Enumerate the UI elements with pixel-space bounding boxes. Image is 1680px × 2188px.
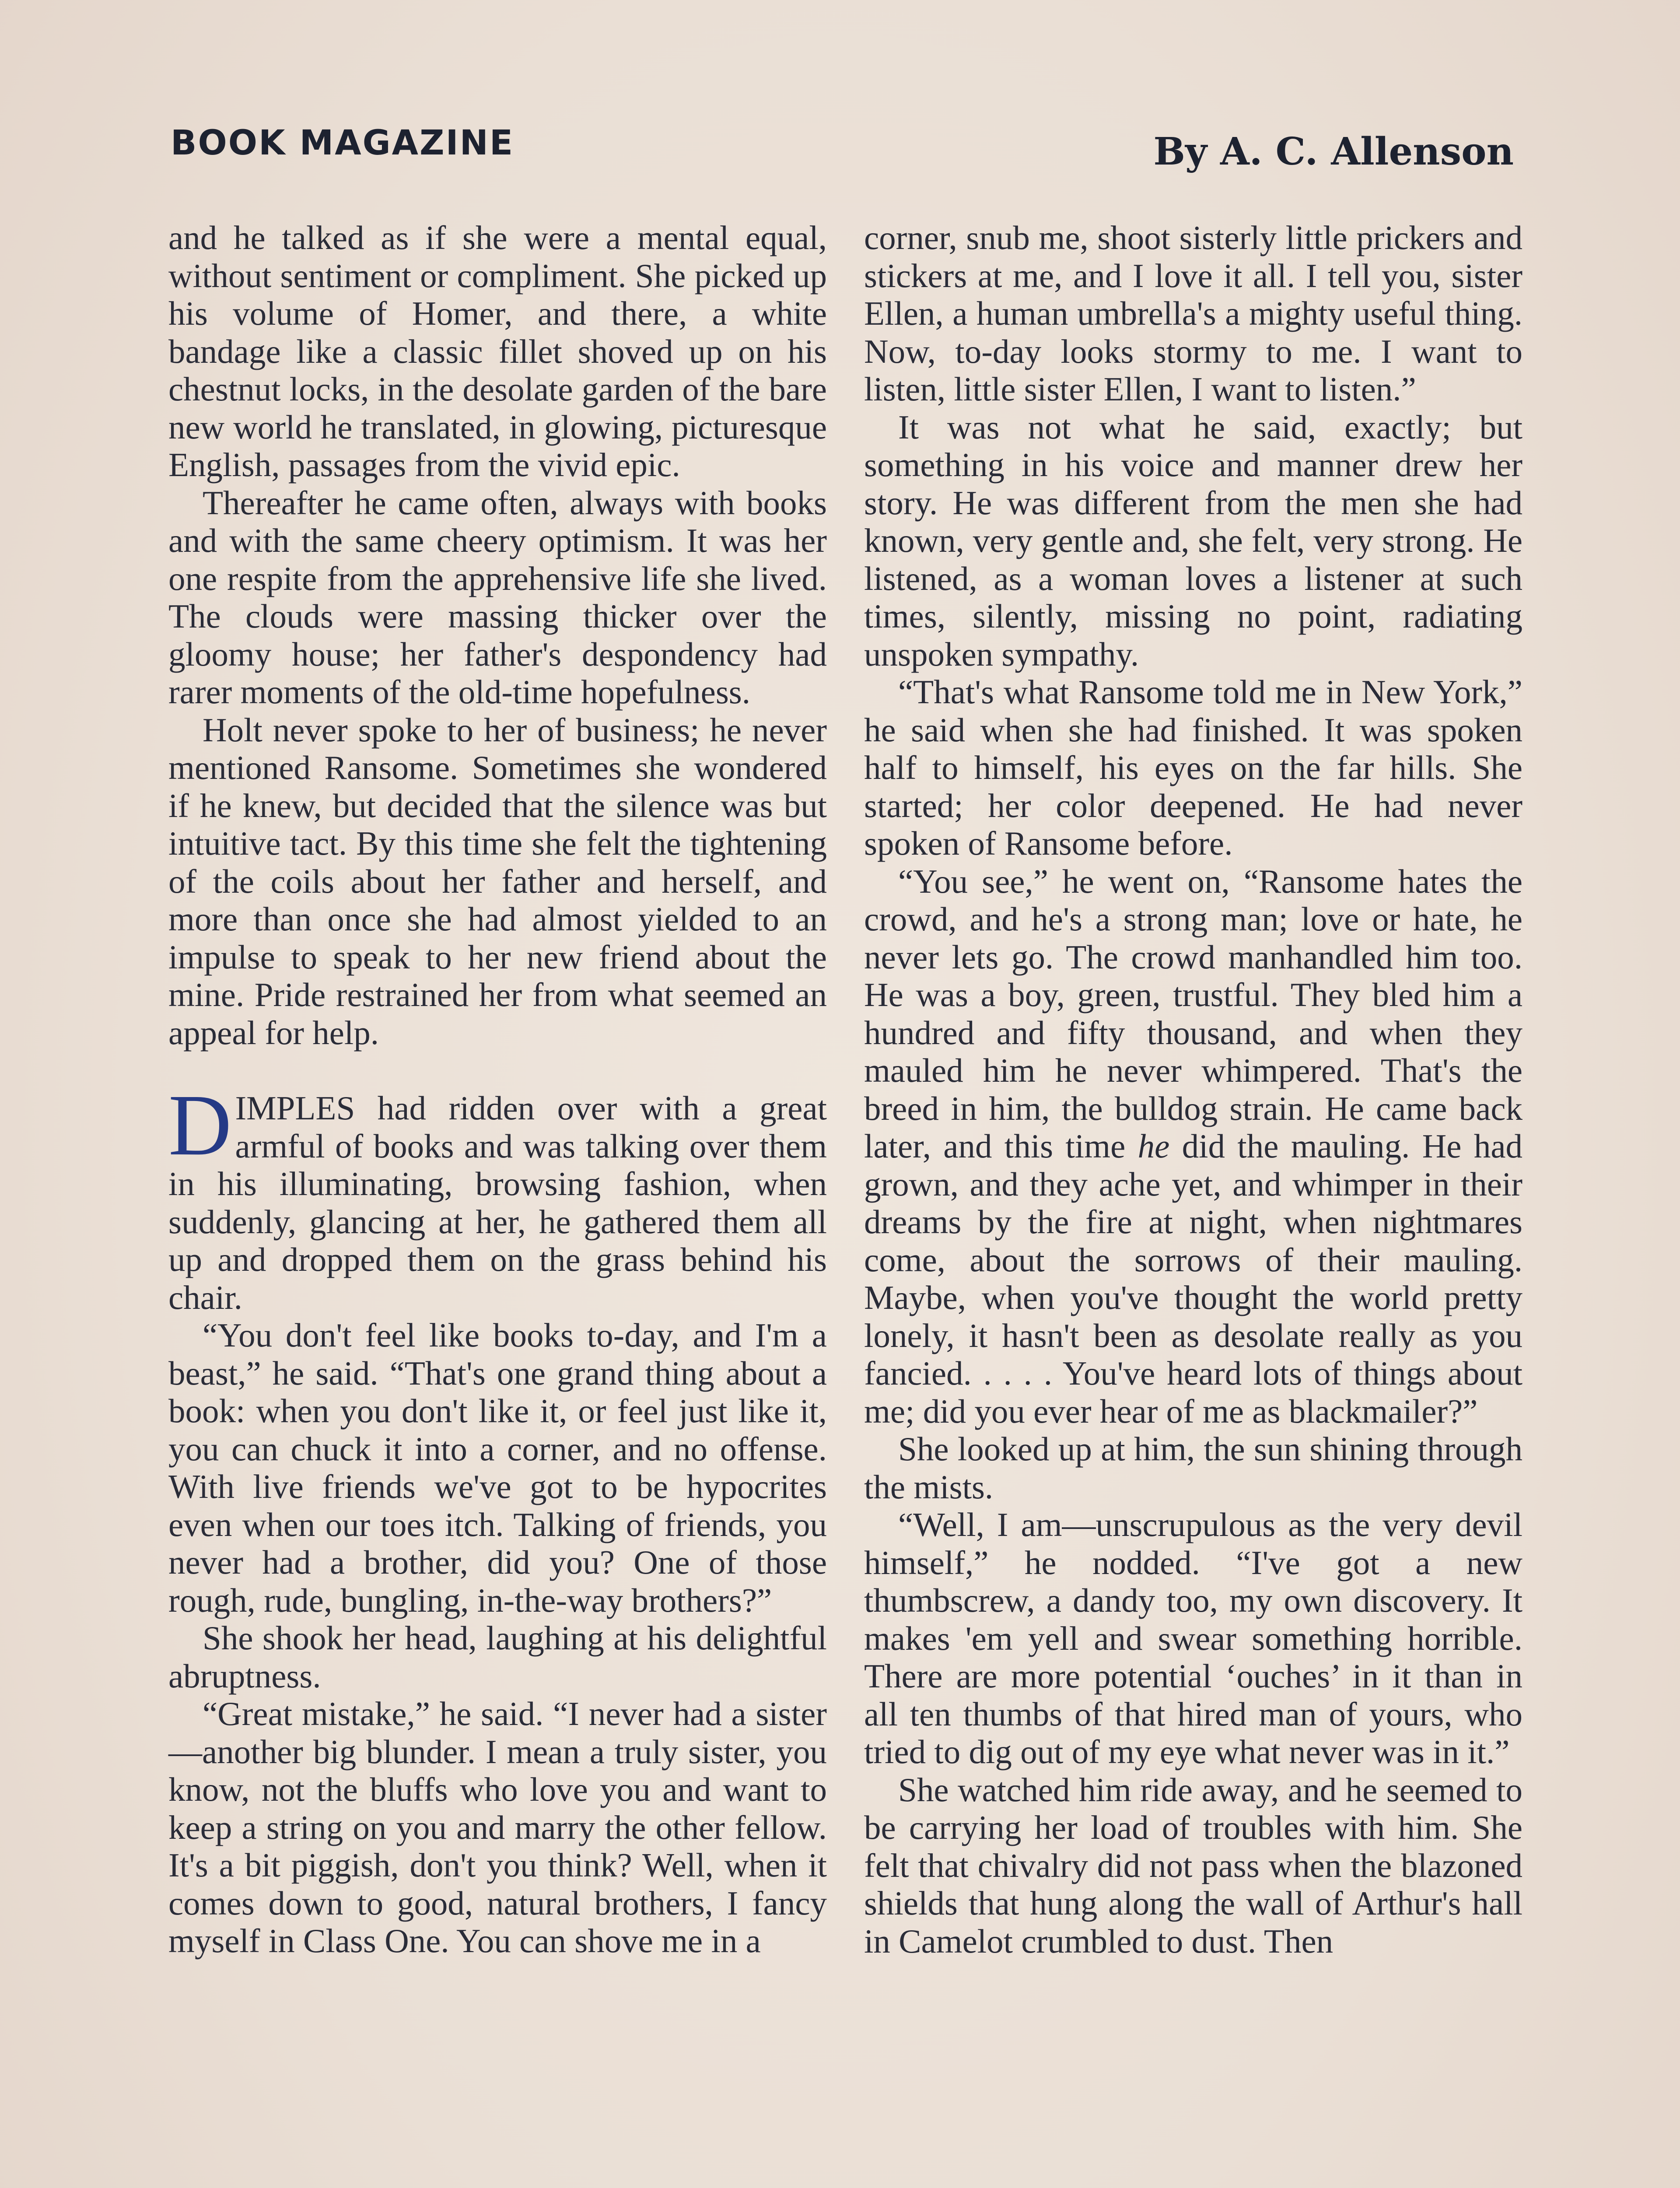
paragraph: Thereafter he came often, always with books and with the same cheery optimism. It was her one respite from the apprehensive life she lived. The clouds were massing thicker over the gloomy house; her father's despondency had rarer moments of the old-time hopefulness. bbox=[168, 484, 827, 711]
italic-emphasis: he bbox=[1138, 1127, 1170, 1165]
paragraph bbox=[864, 863, 1522, 1431]
paragraph-text: did the mauling. He had grown, and they ache yet, and whimper in their dreams by the fire at night, when nightmares come, about the sorrows of their mauling. Maybe, when you've thought the world pretty lonely, it hasn't been as desolate really as you fancied. . . . . You've heard lots of things about me; did you ever hear of me as blackmailer?” bbox=[864, 1127, 1523, 1430]
paragraph: She looked up at him, the sun shining through the mists. bbox=[864, 1430, 1522, 1506]
author-byline: By A. C. Allenson bbox=[1153, 130, 1514, 174]
small-caps-lead: IMPLES bbox=[235, 1089, 355, 1127]
drop-cap: D bbox=[168, 1077, 232, 1174]
paragraph-text: had ridden over with a great armful of books and was talking over them in his illuminating, browsing fashion, when suddenly, glancing at her, he gathered them all up and dropped them on the grass behind his chair. bbox=[168, 1089, 827, 1316]
paragraph: “That's what Ransome told me in New York,” he said when she had finished. It was spoken half to himself, his eyes on the far hills. She started; her color deepened. He had never spoken of Ransome before. bbox=[864, 673, 1522, 862]
section-opening-paragraph bbox=[168, 1077, 827, 1316]
paragraph: “You don't feel like books to-day, and I'm a beast,” he said. “That's one grand thing about a book: when you don't like it, or feel just like it, you can chuck it into a corner, and no offense. With live friends we've got to be hypocrites even when our toes itch. Talking of friends, you never had a brother, did you? One of those rough, rude, bungling, in-the-way brothers?” bbox=[168, 1316, 827, 1619]
paragraph-text: “You see,” he went on, “Ransome hates the crowd, and he's a strong man; love or hate, he never lets go. The crowd manhandled him too. He was a boy, green, trustful. They bled him a hundred and fifty thousand, and when they mauled him he never whimpered. That's the breed in him, the bulldog strain. He came back later, and this time bbox=[864, 862, 1522, 1165]
paragraph: She watched him ride away, and he seemed to be carrying her load of troubles with him. She felt that chivalry did not pass when the blazoned shields that hung along the wall of Arthur's hall in Camelot crumbled to dust. Then bbox=[864, 1771, 1522, 1960]
paragraph: corner, snub me, shoot sisterly little prickers and stickers at me, and I love it all. I tell you, sister Ellen, a human umbrella's a mighty useful thing. Now, to-day looks stormy to me. I want to listen, little sister Ellen, I want to listen.” bbox=[864, 219, 1522, 408]
paragraph: Holt never spoke to her of business; he never mentioned Ransome. Sometimes she wondered if he knew, but decided that the silence was but intuitive tact. By this time she felt the tightening of the coils about her father and herself, and more than once she had almost yielded to an impulse to speak to her new friend about the mine. Pride restrained her from what seemed an appeal for help. bbox=[168, 711, 827, 1052]
paragraph: “Great mistake,” he said. “I never had a sister—another big blunder. I mean a truly sister, you know, not the bluffs who love you and want to keep a string on you and marry the other fellow. It's a bit piggish, don't you think? Well, when it comes down to good, natural brothers, I fancy myself in Class One. You can shove me in a bbox=[168, 1695, 827, 1960]
section-break bbox=[168, 1052, 827, 1089]
paragraph: It was not what he said, exactly; but something in his voice and manner drew her story. He was different from the men she had known, very gentle and, she felt, very strong. He listened, as a woman loves a listener at such times, silently, missing no point, radiating unspoken sympathy. bbox=[864, 408, 1522, 673]
right-column bbox=[864, 219, 1522, 1960]
publication-title: BOOK MAGAZINE bbox=[171, 123, 514, 163]
paragraph: She shook her head, laughing at his delightful abruptness. bbox=[168, 1619, 827, 1695]
paragraph: “Well, I am—unscrupulous as the very devil himself,” he nodded. “I've got a new thumbscrew, a dandy too, my own discovery. It makes 'em yell and swear something horrible. There are more potential ‘ouches’ in it than in all ten thumbs of that hired man of yours, who tried to dig out of my eye what never was in it.” bbox=[864, 1506, 1522, 1771]
paragraph: and he talked as if she were a mental equal, without sentiment or compliment. She picked up his volume of Homer, and there, a white bandage like a classic fillet shoved up on his chestnut locks, in the desolate garden of the bare new world he translated, in glowing, picturesque English, passages from the vivid epic. bbox=[168, 219, 827, 484]
left-column bbox=[168, 219, 827, 1960]
